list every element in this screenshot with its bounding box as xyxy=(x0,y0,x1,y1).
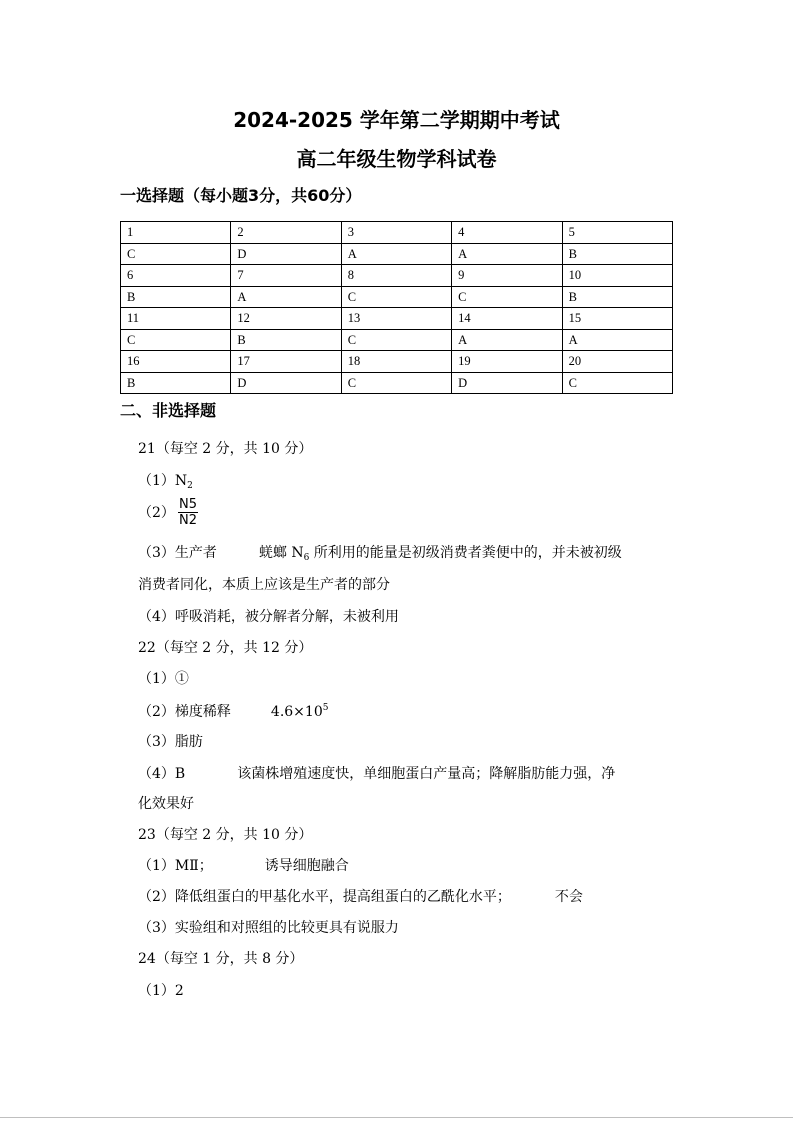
answer-cell: C xyxy=(562,372,672,394)
q21-answer-2-fraction xyxy=(178,497,198,528)
question-number-row xyxy=(121,265,673,287)
question-number-cell: 15 xyxy=(562,308,672,330)
q22-header: 22（每空 2 分，共 12 分） xyxy=(138,640,313,656)
question-number-cell: 16 xyxy=(121,351,231,373)
question-number-cell: 17 xyxy=(231,351,341,373)
q23-header: 23（每空 2 分，共 10 分） xyxy=(138,827,313,843)
question-number-row xyxy=(121,308,673,330)
question-number-row xyxy=(121,351,673,373)
question-number-cell: 11 xyxy=(121,308,231,330)
answer-cell: A xyxy=(231,286,341,308)
q21-header: 21（每空 2 分，共 10 分） xyxy=(138,441,313,457)
q22-answer-3: （3）脂肪 xyxy=(138,734,203,750)
answer-cell: D xyxy=(452,372,562,394)
section-multiple-choice-heading: 一选择题（每小题3分，共60分） xyxy=(120,186,362,205)
q21-answer-3: （3）生产者 蜣螂 $N_6$ 所利用的能量是初级消费者粪便中的，并未被初级 xyxy=(138,545,622,563)
question-number-cell: 19 xyxy=(452,351,562,373)
question-number-cell: 8 xyxy=(341,265,451,287)
answer-cell: D xyxy=(231,372,341,394)
q24-header: 24（每空 1 分，共 8 分） xyxy=(138,951,304,967)
q21-answer-1: $(1)N_2$ xyxy=(138,473,193,491)
answer-cell: B xyxy=(231,329,341,351)
answer-cell: D xyxy=(231,243,341,265)
q21-answer-2-label: （2） xyxy=(138,505,175,521)
answer-cell: B xyxy=(121,372,231,394)
question-number-cell: 1 xyxy=(121,222,231,244)
fraction-numerator: N5 xyxy=(179,497,197,512)
q21-answer-3-continued: 消费者同化，本质上应该是生产者的部分 xyxy=(138,577,390,593)
question-number-cell: 3 xyxy=(341,222,451,244)
answer-row xyxy=(121,329,673,351)
answer-row xyxy=(121,372,673,394)
q22-answer-2: （2）梯度稀释 $4.6\times 10^5$ xyxy=(138,703,329,720)
q24-answer-1: （1）2 xyxy=(138,983,184,999)
question-number-cell: 20 xyxy=(562,351,672,373)
answer-row xyxy=(121,243,673,265)
answer-cell: B xyxy=(562,243,672,265)
question-number-cell: 6 xyxy=(121,265,231,287)
answer-cell: A xyxy=(562,329,672,351)
answer-row xyxy=(121,286,673,308)
q22-answer-1: （1）① xyxy=(138,671,189,687)
answer-table xyxy=(120,221,673,394)
answer-cell: C xyxy=(121,329,231,351)
q22-answer-4-continued: 化效果好 xyxy=(138,796,194,812)
section-non-choice-heading: 二、非选择题 xyxy=(120,401,217,420)
exam-subtitle: 高二年级生物学科试卷 xyxy=(296,147,497,171)
answer-cell: C xyxy=(452,286,562,308)
answer-cell: C xyxy=(341,372,451,394)
question-number-cell: 7 xyxy=(231,265,341,287)
answer-cell: A xyxy=(452,243,562,265)
page-bottom-divider xyxy=(0,1117,793,1118)
question-number-cell: 9 xyxy=(452,265,562,287)
question-number-cell: 12 xyxy=(231,308,341,330)
question-number-cell: 10 xyxy=(562,265,672,287)
question-number-row xyxy=(121,222,673,244)
question-number-cell: 13 xyxy=(341,308,451,330)
answer-cell: B xyxy=(562,286,672,308)
question-number-cell: 5 xyxy=(562,222,672,244)
q23-answer-3: （3）实验组和对照组的比较更具有说服力 xyxy=(138,920,399,936)
answer-cell: A xyxy=(452,329,562,351)
q22-answer-4: （4）B 该菌株增殖速度快，单细胞蛋白产量高；降解脂肪能力强，净 xyxy=(138,766,616,782)
answer-cell: C xyxy=(341,329,451,351)
answer-cell: A xyxy=(341,243,451,265)
fraction-denominator: N2 xyxy=(179,513,197,528)
question-number-cell: 14 xyxy=(452,308,562,330)
answer-cell: B xyxy=(121,286,231,308)
q21-answer-4: （4）呼吸消耗，被分解者分解，未被利用 xyxy=(138,609,399,625)
answer-cell: C xyxy=(121,243,231,265)
question-number-cell: 4 xyxy=(452,222,562,244)
q23-answer-2: （2）降低组蛋白的甲基化水平，提高组蛋白的乙酰化水平； 不会 xyxy=(138,889,583,905)
question-number-cell: 18 xyxy=(341,351,451,373)
q23-answer-1: （1）MⅡ； 诱导细胞融合 xyxy=(138,858,349,874)
answer-cell: C xyxy=(341,286,451,308)
exam-title: 2024-2025 学年第二学期期中考试 xyxy=(233,108,560,132)
question-number-cell: 2 xyxy=(231,222,341,244)
